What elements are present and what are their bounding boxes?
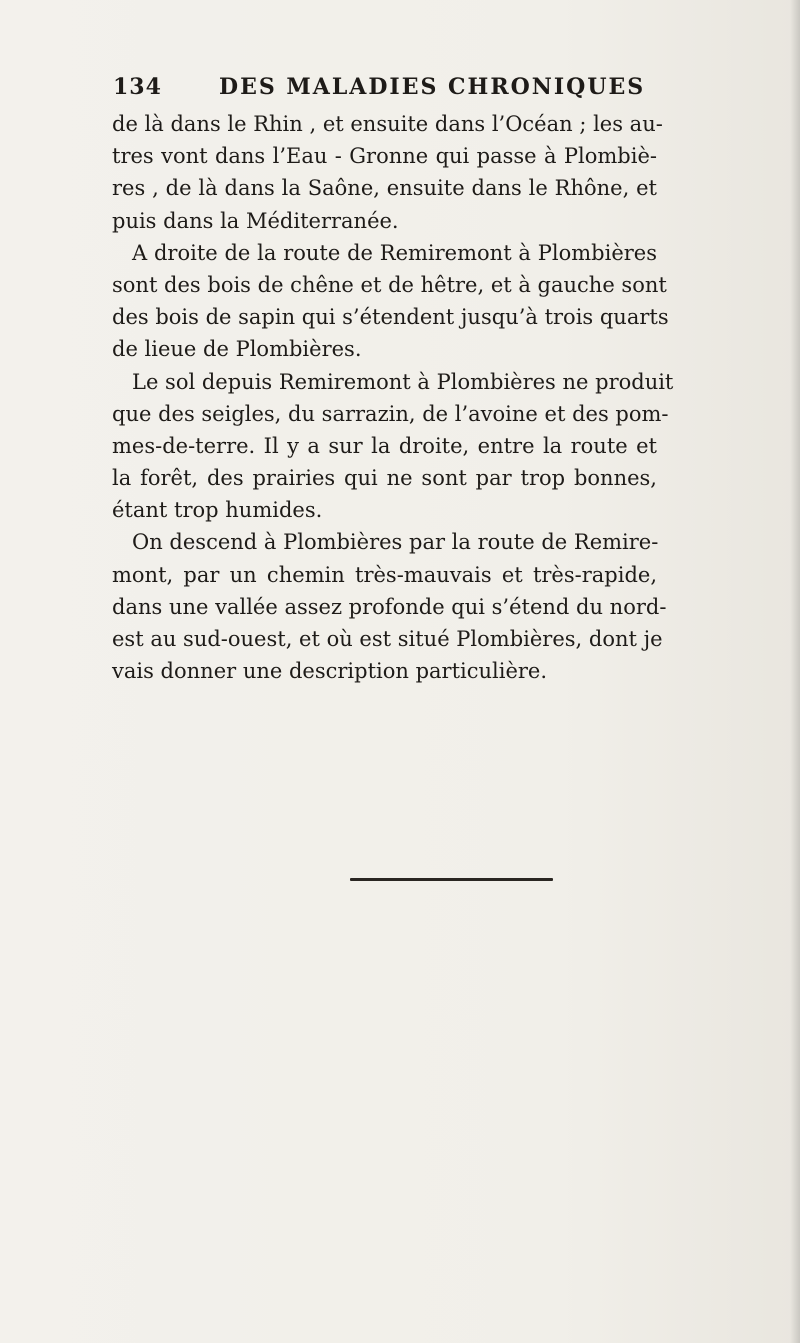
text-line: des bois de sapin qui s’étendent jusqu’à trois quarts — [112, 305, 669, 330]
section-divider-rule — [350, 878, 553, 881]
running-head: DES MALADIES CHRONIQUES — [219, 74, 646, 100]
paragraph-start-line: Le sol depuis Remiremont à Plombières ne produit — [132, 369, 674, 394]
paragraph-start-line: A droite de la route de Remiremont à Plombières — [132, 240, 657, 265]
page-edge-shadow — [790, 0, 800, 1343]
text-line: de là dans le Rhin , et ensuite dans l’Océan ; les au- — [112, 112, 663, 136]
paragraph-start-line: On descend à Plombières par la route de Remire- — [132, 530, 659, 555]
text-line: mes-de-terre. Il y a sur la droite, entre la route et — [112, 433, 657, 458]
text-line: tres vont dans l’Eau - Gronne qui passe à Plombiè- — [112, 144, 657, 169]
text-line: dans une vallée assez profonde qui s’étend du nord- — [112, 594, 667, 619]
text-line: res , de là dans la Saône, ensuite dans le Rhône, et — [112, 176, 657, 201]
text-line: est au sud-ouest, et où est situé Plombières, dont je — [112, 627, 663, 651]
text-line: la forêt, des prairies qui ne sont par trop bonnes, — [112, 466, 657, 491]
text-line: vais donner une description particulière. — [112, 659, 548, 684]
body-text — [112, 108, 674, 687]
page-number: 134 — [113, 74, 162, 100]
text-line: étant trop humides. — [112, 498, 323, 523]
text-line: puis dans la Méditerranée. — [112, 208, 399, 233]
text-line: sont des bois de chêne et de hêtre, et à gauche sont — [112, 272, 667, 297]
text-line: mont, par un chemin très-mauvais et très-rapide, — [112, 562, 657, 587]
text-line: que des seigles, du sarrazin, de l’avoine et des pom- — [112, 401, 669, 426]
text-line: de lieue de Plombières. — [112, 337, 362, 362]
